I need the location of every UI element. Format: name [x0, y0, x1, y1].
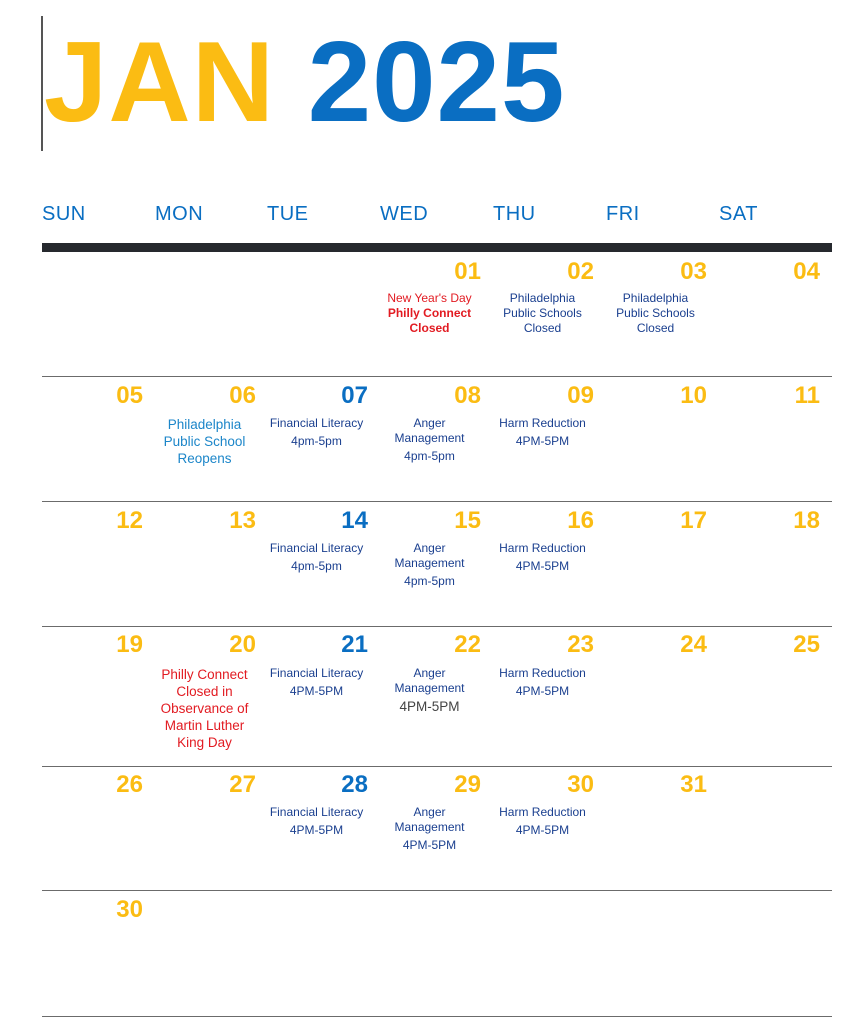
event-line: Public Schools	[616, 306, 695, 320]
day-number: 25	[793, 631, 820, 658]
event-line: King Day	[177, 735, 232, 750]
event-financial-literacy	[260, 666, 373, 699]
text-cursor	[41, 16, 43, 151]
event-line: 4PM-5PM	[289, 684, 344, 698]
event-line: 4PM-5PM	[289, 823, 344, 837]
day-number: 11	[794, 382, 820, 409]
event-schools-closed	[486, 291, 599, 336]
day-number: 05	[116, 382, 143, 409]
event-new-years-day	[373, 291, 486, 336]
day-number: 10	[680, 382, 707, 409]
row-divider	[42, 766, 832, 767]
day-number: 22	[454, 631, 481, 658]
row-divider	[42, 376, 832, 377]
event-line: 4PM-5PM	[402, 838, 457, 852]
day-number: 23	[567, 631, 594, 658]
day-number: 12	[116, 507, 143, 534]
day-number: 15	[454, 507, 481, 534]
day-number: 08	[454, 382, 481, 409]
weekday-header	[42, 202, 832, 230]
event-line: Financial Literacy	[269, 666, 364, 680]
row-divider	[42, 1016, 832, 1017]
event-line: Closed in	[176, 684, 233, 699]
event-harm-reduction	[486, 541, 599, 574]
day-number: 18	[793, 507, 820, 534]
weekday-mon: MON	[155, 203, 204, 225]
event-line: Management	[394, 820, 465, 834]
event-line: Management	[394, 681, 465, 695]
event-line: Harm Reduction	[499, 416, 586, 430]
event-line: Financial Literacy	[269, 541, 364, 555]
day-number: 31	[680, 771, 707, 798]
event-line: Philadelphia	[622, 291, 689, 305]
weekday-thu: THU	[493, 203, 536, 225]
event-line: Anger	[413, 541, 446, 555]
weekday-sat: SAT	[719, 203, 758, 225]
day-number: 14	[341, 507, 368, 534]
event-financial-literacy	[260, 541, 373, 574]
day-number: 04	[793, 258, 820, 285]
weekday-fri: FRI	[606, 203, 640, 225]
event-anger-management	[373, 416, 486, 464]
event-line: Philly Connect	[161, 667, 248, 682]
day-number: 01	[454, 258, 481, 285]
day-number: 16	[567, 507, 594, 534]
event-line: Financial Literacy	[269, 416, 364, 430]
event-line: Harm Reduction	[499, 805, 586, 819]
event-harm-reduction	[486, 666, 599, 699]
event-line: Closed	[409, 321, 450, 335]
event-line: New Year's Day	[387, 291, 472, 305]
event-financial-literacy	[260, 805, 373, 838]
day-number: 06	[229, 382, 256, 409]
page-title	[44, 18, 565, 148]
event-line: 4PM-5PM	[515, 434, 570, 448]
weekday-sun: SUN	[42, 203, 86, 225]
event-line: Observance of	[160, 701, 249, 716]
event-line: 4PM-5PM	[515, 823, 570, 837]
event-line: Anger	[413, 666, 446, 680]
event-line: Management	[394, 431, 465, 445]
event-line: Anger	[413, 805, 446, 819]
title-month: JAN	[44, 19, 276, 146]
event-anger-management	[373, 805, 486, 853]
event-anger-management	[373, 541, 486, 589]
day-number: 24	[680, 631, 707, 658]
event-line: 4PM-5PM	[399, 699, 460, 714]
event-anger-management	[373, 666, 486, 714]
event-harm-reduction	[486, 416, 599, 449]
event-line: Martin Luther	[164, 718, 245, 733]
day-number: 03	[680, 258, 707, 285]
row-divider	[42, 890, 832, 891]
event-line: 4pm-5pm	[291, 559, 342, 573]
event-line: Philly Connect	[387, 306, 472, 320]
day-number: 13	[229, 507, 256, 534]
event-harm-reduction	[486, 805, 599, 838]
row-divider	[42, 626, 832, 627]
event-financial-literacy	[260, 416, 373, 449]
event-mlk-day-closure	[148, 666, 261, 751]
event-line: Harm Reduction	[499, 541, 586, 555]
day-number: 02	[567, 258, 594, 285]
day-number: 29	[454, 771, 481, 798]
day-number: 19	[116, 631, 143, 658]
day-number: 20	[229, 631, 256, 658]
event-line: Harm Reduction	[499, 666, 586, 680]
day-number: 26	[116, 771, 143, 798]
event-line: Philadelphia	[167, 417, 242, 432]
event-line: Public School	[163, 434, 246, 449]
day-number: 28	[341, 771, 368, 798]
event-line: Closed	[523, 321, 562, 335]
event-school-reopens	[148, 416, 261, 467]
weekday-wed: WED	[380, 203, 429, 225]
day-number: 30	[567, 771, 594, 798]
event-line: Closed	[636, 321, 675, 335]
event-line: 4pm-5pm	[404, 574, 455, 588]
event-line: 4PM-5PM	[515, 559, 570, 573]
event-line: Reopens	[177, 451, 232, 466]
row-divider	[42, 501, 832, 502]
day-number: 07	[341, 382, 368, 409]
event-schools-closed	[599, 291, 712, 336]
event-line: 4PM-5PM	[515, 684, 570, 698]
header-divider	[42, 243, 832, 252]
event-line: Management	[394, 556, 465, 570]
day-number: 17	[680, 507, 707, 534]
event-line: 4pm-5pm	[291, 434, 342, 448]
event-line: Anger	[413, 416, 446, 430]
event-line: Public Schools	[503, 306, 582, 320]
day-number: 21	[341, 631, 368, 658]
event-line: Financial Literacy	[269, 805, 364, 819]
weekday-tue: TUE	[267, 203, 309, 225]
event-line: Philadelphia	[509, 291, 576, 305]
day-number: 27	[229, 771, 256, 798]
day-number: 30	[116, 896, 143, 923]
day-number: 09	[567, 382, 594, 409]
event-line: 4pm-5pm	[404, 449, 455, 463]
title-year: 2025	[307, 19, 566, 146]
